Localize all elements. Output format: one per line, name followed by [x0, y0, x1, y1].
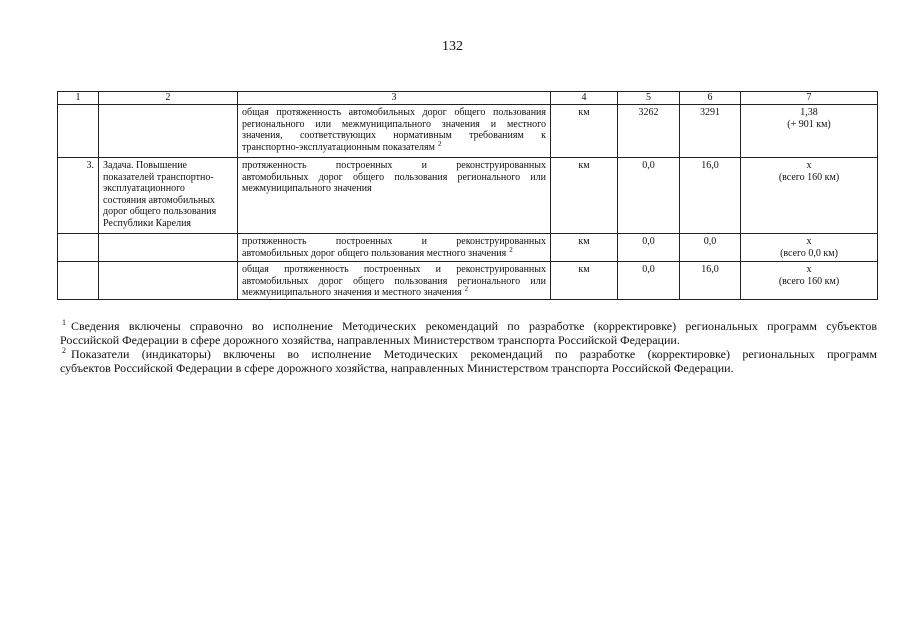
cell-col6: 0,0 [680, 234, 741, 262]
footnote-ref: 2 [509, 245, 513, 254]
cell-task [99, 234, 238, 262]
cell-number [58, 105, 99, 158]
task-line: дорог общего пользования [103, 206, 217, 218]
indicator-line [242, 139, 546, 154]
footnote-ref: 2 [437, 139, 442, 148]
footnote [60, 347, 877, 375]
indicators-table [57, 91, 878, 300]
indicator-line: значения, соответствующих нормативным требованиям к [242, 130, 546, 142]
indicator-line [242, 287, 546, 299]
indicator-line-text: автомобильных дорог общего пользования местного значения [242, 247, 507, 259]
col7-note: (всего 160 км) [778, 171, 840, 183]
indicator-line: протяженность построенных и реконструированных [242, 160, 546, 171]
col7-value: х [806, 236, 812, 247]
footnote-line: субъектов Российской Федерации в сфере дорожного хозяйства, направленных Министерством транспорта Российской Федерации. [60, 361, 734, 375]
footnote-text: Показатели (индикаторы) включены во исполнение Методических рекомендаций по разработке (корректировке) региональных программ [71, 347, 877, 361]
indicator-line: общая протяженность построенных и реконструированных [242, 264, 546, 275]
cell-col6: 16,0 [680, 262, 741, 300]
indicator-line: автомобильных дорог общего пользования регионального или [242, 275, 546, 287]
table-row [58, 262, 878, 300]
footnotes [60, 319, 877, 375]
cell-indicator [238, 234, 551, 262]
cell-col5: 0,0 [618, 158, 680, 234]
cell-col5: 3262 [618, 105, 680, 158]
column-header: 7 [741, 92, 878, 105]
cell-task [99, 262, 238, 300]
cell-task [99, 158, 238, 234]
indicator-line-text: транспортно-эксплуатационным показателям [242, 141, 435, 153]
footnote-ref: 2 [464, 285, 469, 294]
indicator-line [242, 245, 546, 260]
cell-indicator [238, 262, 551, 300]
column-header: 3 [238, 92, 551, 105]
indicator-line-text: межмуниципального значения и местного значения [242, 287, 462, 299]
cell-unit: км [551, 234, 618, 262]
cell-col7 [741, 262, 878, 300]
cell-unit: км [551, 262, 618, 300]
column-header: 5 [618, 92, 680, 105]
cell-col5: 0,0 [618, 234, 680, 262]
col7-value: х [806, 264, 812, 275]
footnote-mark: 1 [62, 318, 66, 327]
task-line: Республики Карелия [103, 217, 192, 229]
cell-number [58, 234, 99, 262]
col7-value: х [806, 160, 812, 171]
col7-note: (всего 0,0 км) [780, 247, 838, 259]
indicator-line: автомобильных дорог общего пользования регионального или [242, 171, 546, 183]
task-line: Задача. Повышение [103, 160, 187, 171]
indicator-line: межмуниципального значения [242, 183, 372, 195]
cell-number: 3. [58, 158, 99, 234]
indicator-line: общая протяженность автомобильных дорог общего пользования [242, 107, 546, 118]
col7-note: (всего 160 км) [778, 275, 840, 287]
indicator-line: регионального или межмуниципального значения и местного [242, 118, 546, 130]
column-header: 2 [99, 92, 238, 105]
cell-col7 [741, 158, 878, 234]
cell-col7 [741, 234, 878, 262]
footnote-line: Российской Федерации в сфере дорожного хозяйства, направленных Министерством транспорта Российской Федерации. [60, 333, 680, 347]
table-row [58, 234, 878, 262]
col7-note: (+ 901 км) [787, 118, 831, 130]
cell-col7 [741, 105, 878, 158]
task-line: показателей транспортно- [103, 171, 214, 183]
column-header: 6 [680, 92, 741, 105]
cell-unit: км [551, 158, 618, 234]
cell-col6: 16,0 [680, 158, 741, 234]
footnote-line [60, 347, 877, 361]
page-number: 132 [442, 39, 463, 54]
indicator-line: протяженность построенных и реконструированных [242, 236, 546, 247]
task-line: эксплуатационного [103, 183, 185, 195]
cell-indicator [238, 105, 551, 158]
column-header: 1 [58, 92, 99, 105]
cell-task [99, 105, 238, 158]
footnote-text: Сведения включены справочно во исполнение Методических рекомендаций по разработке (корректировке) региональных программ субъектов [71, 319, 877, 333]
task-line: состояния автомобильных [103, 194, 215, 206]
cell-unit: км [551, 105, 618, 158]
table-header-row [58, 92, 878, 105]
table-row [58, 105, 878, 158]
table-row [58, 158, 878, 234]
column-header: 4 [551, 92, 618, 105]
cell-col5: 0,0 [618, 262, 680, 300]
cell-number [58, 262, 99, 300]
footnote [60, 319, 877, 347]
footnote-mark: 2 [62, 346, 66, 355]
cell-col6: 3291 [680, 105, 741, 158]
footnote-line [60, 319, 877, 333]
cell-indicator [238, 158, 551, 234]
col7-value: 1,38 [800, 107, 818, 118]
